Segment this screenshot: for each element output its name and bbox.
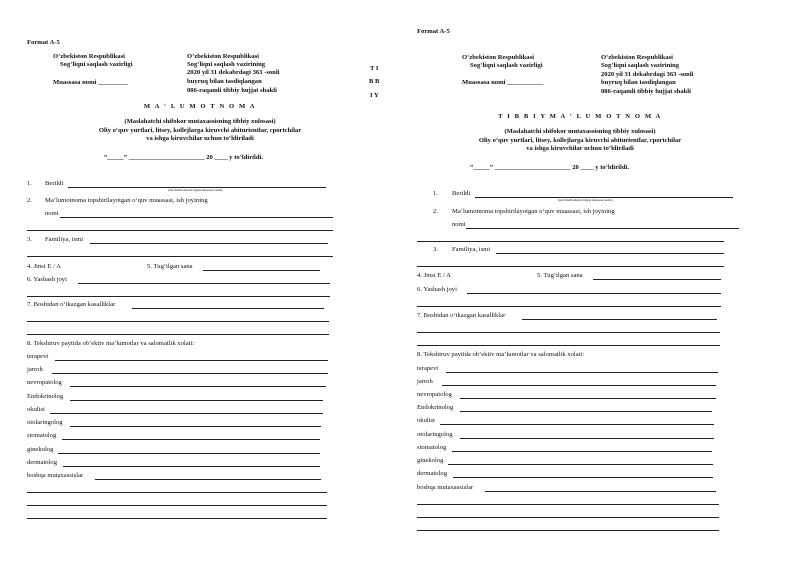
specialist-endokrinolog-label: Endokrinolog	[417, 404, 454, 411]
field-institution-name-label: nomi	[45, 210, 59, 217]
blank-line[interactable]	[417, 517, 719, 518]
institution-name-field[interactable]: Muassasa nomi _________	[53, 79, 128, 86]
field-illnesses-line[interactable]	[522, 319, 717, 320]
blank-line[interactable]	[417, 530, 719, 531]
specialist-stomatolog-line[interactable]	[452, 451, 712, 452]
field-examination-label: 8. Tekshiruv paytida ob’ektiv ma’lumotlar va salomatlik xolati:	[27, 340, 195, 347]
header-right-line3: 2020 yil 31 dekabrdagi 363 -sonli	[187, 69, 280, 76]
specialist-terapevt-label: terapevt	[417, 365, 439, 372]
subtitle-line3: va ishga kiruvchilar uchun to‘ldiriladi	[526, 145, 634, 152]
specialist-nevropatolog-label: nevropatolog	[417, 391, 452, 398]
specialist-stomatolog-label: stomatolog	[27, 432, 57, 439]
specialist-jarroh-line[interactable]	[52, 373, 328, 374]
field-fullname-label: Familiya, ismi	[45, 236, 84, 243]
center-mark-line2: B B	[369, 78, 380, 85]
specialist-other-label: boshqa mutaxassislar	[27, 472, 84, 479]
field-illnesses-label: 7. Boshidan o‘tkazgan kasalliklar	[27, 301, 116, 308]
specialist-other-label: boshqa mutaxassislar	[417, 484, 474, 491]
specialist-nevropatolog-label: nevropatolog	[27, 379, 62, 386]
field-residence-label: 6. Yashash joyi	[417, 286, 457, 293]
specialist-endokrinolog-line[interactable]	[70, 400, 323, 401]
header-right-line3: 2020 yil 31 dekabrdagi 363 -sonli	[601, 71, 694, 78]
field-residence-line[interactable]	[78, 283, 330, 284]
specialist-jarroh-label: jarroh	[27, 366, 43, 373]
field-institution-label: Ma’lumotnoma topshirilayotgan o‘quv muassasi, ish joyining	[45, 197, 208, 204]
blank-line[interactable]	[27, 230, 333, 231]
blank-line[interactable]	[417, 241, 724, 242]
header-right-line2: Sog‘liqni saqlash vazirining	[187, 61, 266, 68]
form-title: T I B B I Y M A ‘ L U M O T N O M A	[498, 113, 662, 120]
form-title: M A ‘ L U M O T N O M A	[143, 103, 257, 110]
blank-line[interactable]	[417, 306, 721, 307]
specialist-otolaringolog-label: otolaringolog	[27, 419, 63, 426]
blank-line[interactable]	[417, 504, 719, 505]
blank-line[interactable]	[417, 345, 720, 346]
blank-line[interactable]	[27, 334, 329, 335]
specialist-otolaringolog-line[interactable]	[70, 426, 321, 427]
header-left-line2: Sog‘liqni saqlash vazirligi	[60, 61, 133, 68]
field-birthdate-line[interactable]	[203, 270, 320, 271]
subtitle-line3: va ishga kiruvchilar uchun to‘ldiriladi	[146, 135, 254, 142]
header-right-line4: buyruq bilan tasdiqlangan	[187, 78, 262, 85]
field-birthdate-line[interactable]	[593, 279, 721, 280]
field-birthdate-label: 5. Tug‘ilgan sana	[537, 272, 583, 279]
specialist-stomatolog-label: stomatolog	[417, 444, 447, 451]
specialist-otolaringolog-label: otolaringolog	[417, 431, 453, 438]
field-2-number: 2.	[27, 197, 32, 204]
specialist-ginekolog-line[interactable]	[448, 464, 713, 465]
field-institution-label: Ma’lumotnoma topshirilayotgan o‘quv muassasi, ish joyining	[452, 208, 615, 215]
specialist-terapevt-line[interactable]	[446, 372, 718, 373]
field-3-number: 3.	[27, 236, 32, 243]
specialist-nevropatolog-line[interactable]	[460, 398, 716, 399]
field-fullname-line[interactable]	[496, 253, 724, 254]
specialist-nevropatolog-line[interactable]	[70, 386, 326, 387]
field-issued-to-label: Berildi	[45, 180, 64, 187]
date-filled-line[interactable]: “_____” _______________________ 20 ____ y to‘ldirildi.	[470, 164, 629, 171]
blank-line[interactable]	[27, 256, 333, 257]
specialist-okulist-label: okulist	[417, 417, 435, 424]
format-label: Format A-5	[27, 39, 60, 46]
header-right-line5: 086-raqamli tibbiy hujjat shakli	[601, 88, 691, 95]
subtitle-line2: Oliy o‘quv yurtlari, litsey, kollejlarga kiruvchi abiturientlar, cportchilar	[478, 137, 682, 144]
specialist-ginekolog-line[interactable]	[58, 453, 320, 454]
field-gender-label: 4. Jinsi E / A	[417, 272, 451, 279]
specialist-okulist-line[interactable]	[50, 413, 323, 414]
field-2-number: 2.	[433, 208, 438, 215]
specialist-jarroh-label: jarroh	[417, 378, 433, 385]
subtitle-line1: (Maslahatchi shifokor mutaxassisning tibbiy xulosasi)	[504, 128, 656, 135]
field-issued-to-hint: (ism Sharifomotasi birgan muassasa nomi )	[558, 198, 614, 202]
blank-line[interactable]	[27, 492, 327, 493]
specialist-endokrinolog-label: Endokrinolog	[27, 393, 64, 400]
blank-line[interactable]	[417, 266, 724, 267]
specialist-dermatolog-label: dermatolog	[417, 470, 448, 477]
header-right-line2: Sog‘liqni saqlash vazirining	[601, 62, 680, 69]
field-institution-name-label: nomi	[452, 221, 466, 228]
field-examination-label: 8. Tekshiruv paytida ob’ektiv ma’lumotlar va salomatlik xolati:	[417, 351, 585, 358]
field-residence-label: 6. Yashash joyi	[27, 276, 67, 283]
field-illnesses-line[interactable]	[132, 308, 324, 309]
field-issued-to-hint: (ism Sharifomotasi birgan muassasa nomi)	[168, 188, 223, 192]
specialist-jarroh-line[interactable]	[442, 385, 716, 386]
specialist-dermatolog-line[interactable]	[453, 477, 713, 478]
specialist-okulist-line[interactable]	[440, 424, 714, 425]
specialist-endokrinolog-line[interactable]	[460, 411, 712, 412]
institution-name-field[interactable]: Muassasa nomi ___________	[462, 79, 544, 86]
field-institution-line[interactable]	[466, 228, 739, 229]
specialist-otolaringolog-line[interactable]	[460, 438, 714, 439]
field-fullname-label: Familiya, ismi	[452, 246, 491, 253]
field-residence-line[interactable]	[467, 293, 721, 294]
specialist-dermatolog-label: dermatolog	[27, 459, 58, 466]
center-mark-line1: T I	[370, 65, 379, 72]
field-issued-to-label: Berildi	[452, 190, 471, 197]
header-right-line1: O‘zbekiston Respublikasi	[601, 54, 674, 61]
field-institution-line[interactable]	[60, 217, 333, 218]
specialist-ginekolog-label: ginekolog	[417, 457, 444, 464]
specialist-other-line[interactable]	[95, 479, 321, 480]
header-left-line1: O‘zbekiston Respublikasi	[462, 54, 535, 61]
header-left-line2: Sog‘liqni saqlash vazirligi	[470, 62, 543, 69]
field-3-number: 3.	[433, 246, 438, 253]
specialist-other-line[interactable]	[485, 491, 716, 492]
specialist-stomatolog-line[interactable]	[62, 439, 320, 440]
blank-line[interactable]	[417, 332, 720, 333]
field-gender-label: 4. Jinsi E / A	[27, 263, 61, 270]
field-illnesses-label: 7. Boshidan o‘tkazgan kasalliklar	[417, 312, 506, 319]
center-mark-line3: I Y	[370, 92, 379, 99]
subtitle-line1: (Maslahatchi shifokor mutaxassisning tibbiy xulosasi)	[124, 118, 276, 125]
subtitle-line2: Oliy o‘quv yurtlari, litsey, kollejlarga kiruvchi abiturientlar, cportchilar	[98, 127, 302, 134]
blank-line[interactable]	[27, 321, 329, 322]
field-1-number: 1.	[27, 180, 32, 187]
specialist-terapevt-line[interactable]	[55, 360, 328, 361]
specialist-terapevt-label: terapevt	[27, 353, 49, 360]
header-right-line5: 086-raqamli tibbiy hujjat shakli	[187, 87, 277, 94]
date-filled-line[interactable]: “_____” _______________________ 20 ____ y to‘ldirildi.	[104, 154, 263, 161]
header-right-line1: O‘zbekiston Respublikasi	[187, 53, 260, 60]
blank-line[interactable]	[27, 505, 327, 506]
blank-line[interactable]	[27, 518, 327, 519]
specialist-dermatolog-line[interactable]	[63, 466, 320, 467]
field-birthdate-label: 5. Tug‘ilgan sana	[147, 263, 193, 270]
header-right-line4: buyruq bilan tasdiqlangan	[601, 79, 676, 86]
header-left-line1: O‘zbekiston Respublikasi	[53, 53, 126, 60]
blank-line[interactable]	[27, 296, 330, 297]
format-label: Format A-5	[417, 28, 450, 35]
field-1-number: 1.	[433, 190, 438, 197]
field-fullname-line[interactable]	[90, 243, 328, 244]
specialist-ginekolog-label: ginekolog	[27, 446, 54, 453]
specialist-okulist-label: okulist	[27, 406, 45, 413]
